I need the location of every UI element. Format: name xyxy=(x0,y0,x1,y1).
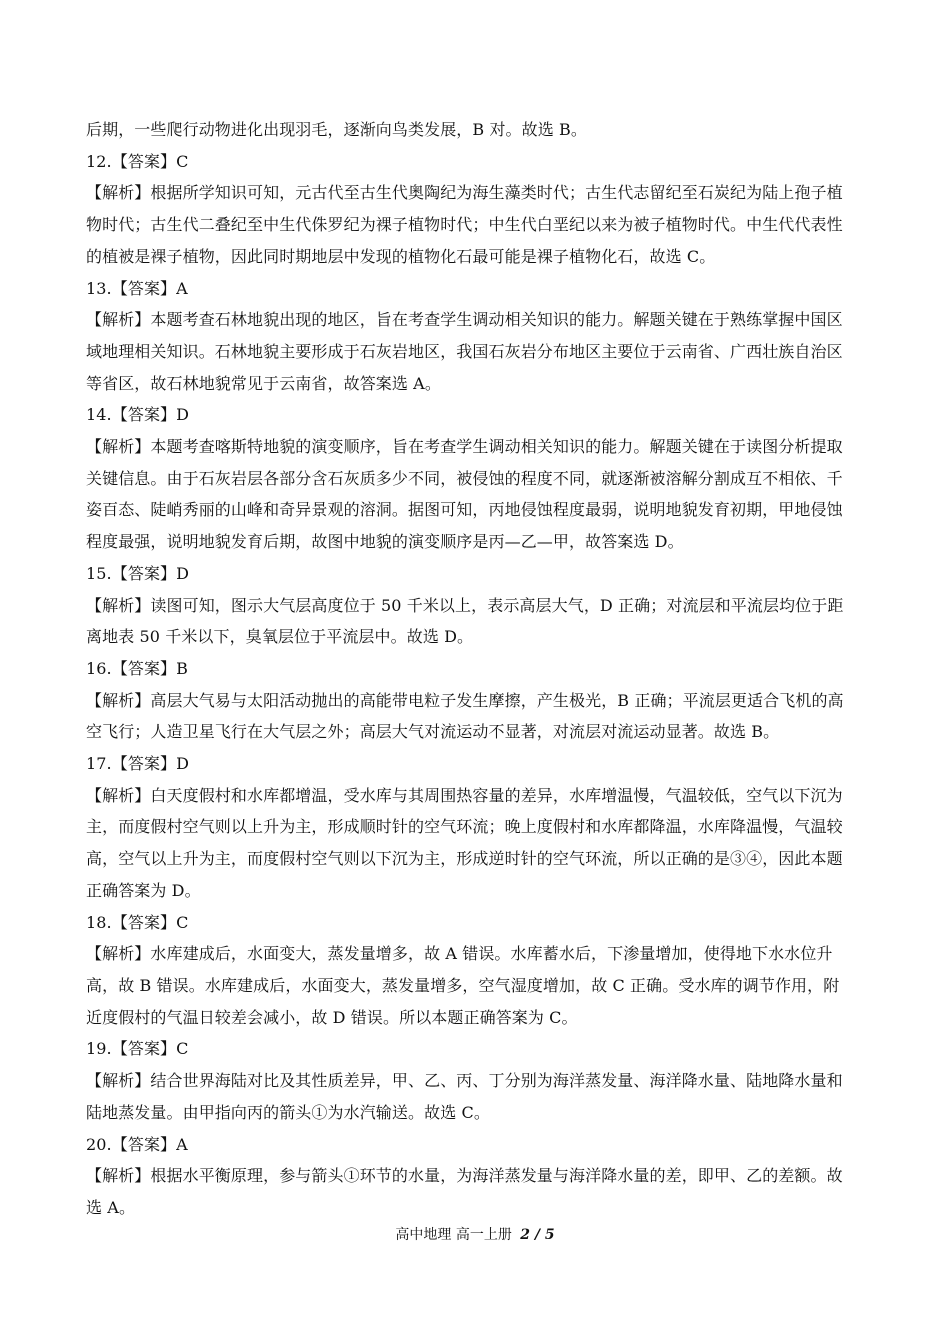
answer-line: 19.【答案】C xyxy=(86,1039,189,1059)
answer-line: 17.【答案】D xyxy=(86,754,190,774)
analysis-line: 【解析】白天度假村和水库都增温，受水库与其周围热容量的差异，水库增温慢，气温较低，空气以下沉为 xyxy=(86,785,843,805)
page-footer xyxy=(0,1224,950,1244)
analysis-line: 物时代；古生代二叠纪至中生代侏罗纪为裸子植物时代；中生代白垩纪以来为被子植物时代。中生代代表性 xyxy=(86,215,843,235)
answer-line: 12.【答案】C xyxy=(86,151,189,171)
analysis-line: 离地表 50 千米以下，臭氧层位于平流层中。故选 D。 xyxy=(86,627,474,647)
analysis-line: 【解析】本题考查喀斯特地貌的演变顺序，旨在考查学生调动相关知识的能力。解题关键在于读图分析提取 xyxy=(86,437,843,457)
answer-line: 18.【答案】C xyxy=(86,912,189,932)
analysis-line: 域地理相关知识。石林地貌主要形成于石灰岩地区，我国石灰岩分布地区主要位于云南省、广西壮族自治区 xyxy=(86,341,843,361)
analysis-line: 等省区，故石林地貌常见于云南省，故答案选 A。 xyxy=(86,373,441,393)
footer-subject: 高中地理 高一上册 xyxy=(395,1227,512,1243)
analysis-line: 程度最强，说明地貌发育后期，故图中地貌的演变顺序是丙—乙—甲，故答案选 D。 xyxy=(86,532,684,552)
page-number: 2 / 5 xyxy=(520,1227,555,1243)
analysis-line: 的植被是裸子植物，因此同时期地层中发现的植物化石最可能是裸子植物化石，故选 C。 xyxy=(86,246,716,266)
answer-line: 13.【答案】A xyxy=(86,278,188,298)
analysis-line: 选 A。 xyxy=(86,1197,136,1217)
analysis-line: 【解析】读图可知，图示大气层高度位于 50 千米以上，表示高层大气，D 正确；对流层和平流层均位于距 xyxy=(86,595,844,615)
analysis-line: 空飞行；人造卫星飞行在大气层之外；高层大气对流运动不显著，对流层对流运动显著。故选 B。 xyxy=(86,722,780,742)
analysis-line: 主，而度假村空气则以上升为主，形成顺时针的空气环流；晚上度假村和水库都降温，水库降温慢，气温较 xyxy=(86,817,843,837)
analysis-line: 【解析】高层大气易与太阳活动抛出的高能带电粒子发生摩擦，产生极光，B 正确；平流层更适合飞机的高 xyxy=(86,690,844,710)
answer-line: 20.【答案】A xyxy=(86,1134,188,1154)
analysis-line: 正确答案为 D。 xyxy=(86,880,201,900)
answer-list xyxy=(86,146,866,1224)
analysis-line: 近度假村的气温日较差会减小，故 D 错误。所以本题正确答案为 C。 xyxy=(86,1007,578,1027)
analysis-line: 高，故 B 错误。水库建成后，水面变大，蒸发量增多，空气湿度增加，故 C 正确。受水库的调节作用，附 xyxy=(86,975,840,995)
answer-line: 16.【答案】B xyxy=(86,658,189,678)
analysis-line: 关键信息。由于石灰岩层各部分含石灰质多少不同，被侵蚀的程度不同，就逐渐被溶解分割成互不相依、千 xyxy=(86,468,843,488)
intro-line: 后期，一些爬行动物进化出现羽毛，逐渐向鸟类发展，B 对。故选 B。 xyxy=(86,120,587,139)
analysis-line: 高，空气以上升为主，而度假村空气则以下沉为主，形成逆时针的空气环流，所以正确的是③④，因此本题 xyxy=(86,849,843,869)
answer-line: 15.【答案】D xyxy=(86,563,190,583)
analysis-line: 陆地蒸发量。由甲指向丙的箭头①为水汽输送。故选 C。 xyxy=(86,1102,490,1122)
analysis-line: 【解析】根据水平衡原理，参与箭头①环节的水量，为海洋蒸发量与海洋降水量的差，即甲、乙的差额。故 xyxy=(86,1166,843,1186)
analysis-line: 【解析】根据所学知识可知，元古代至古生代奥陶纪为海生藻类时代；古生代志留纪至石炭纪为陆上孢子植 xyxy=(86,183,843,203)
analysis-line: 【解析】结合世界海陆对比及其性质差异，甲、乙、丙、丁分别为海洋蒸发量、海洋降水量、陆地降水量和 xyxy=(86,1071,843,1091)
analysis-line: 【解析】本题考查石林地貌出现的地区，旨在考查学生调动相关知识的能力。解题关键在于熟练掌握中国区 xyxy=(86,310,843,330)
document-body xyxy=(86,114,866,1224)
answer-line: 14.【答案】D xyxy=(86,405,190,425)
analysis-line: 【解析】水库建成后，水面变大，蒸发量增多，故 A 错误。水库蓄水后，下渗量增加，使得地下水水位升 xyxy=(86,944,833,964)
analysis-line: 姿百态、陡峭秀丽的山峰和奇异景观的溶洞。据图可知，丙地侵蚀程度最弱，说明地貌发育初期，甲地侵蚀 xyxy=(86,500,843,520)
